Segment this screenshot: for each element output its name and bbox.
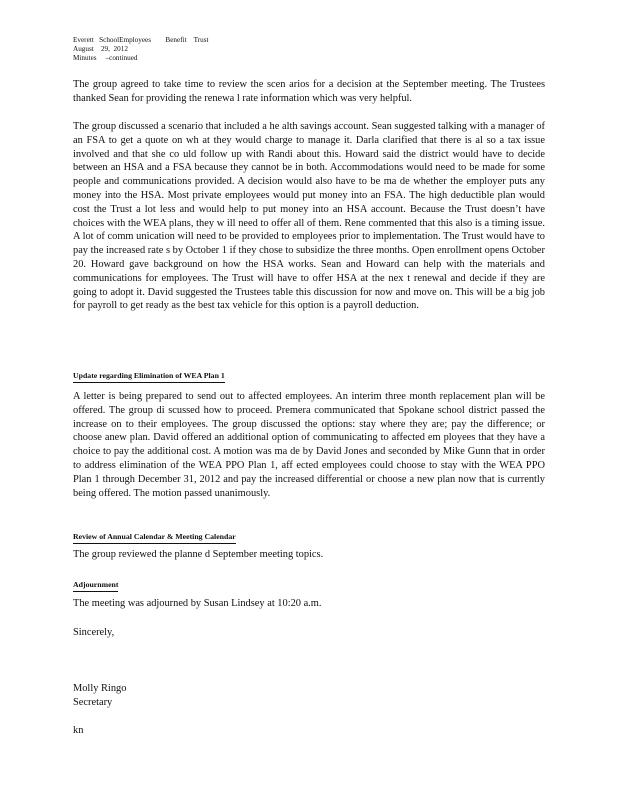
section-heading-calendar: Review of Annual Calendar & Meeting Calendar — [73, 530, 545, 544]
section-heading-wea-plan: Update regarding Elimination of WEA Plan 1 — [73, 369, 545, 383]
signer-name: Molly Ringo — [73, 683, 127, 694]
header-org-line: Everett SchoolEmployees Benefit Trust — [73, 36, 209, 44]
header-continued-line: Minutes –continued — [73, 54, 138, 63]
header-date-line: August 29, 2012 — [73, 45, 128, 54]
paragraph-hsa-discussion: The group discussed a scenario that included a he alth savings account. Sean suggested talking with a manager of an FSA to get a quote on wh at they would charge to manage it. Darla clarified that there is al so a tax issue involved and that she co uld follow up with Randi about this. Howard said the district would have to decide between an HSA and a FSA because they cannot be in both. Accommodations would need to be made for some people and communications provided. A decision would also have to be ma de whether the employer puts any money into the HSA. Most private employees would put money into an FSA. The high deductible plan would cost the Trust a lot less and would help to put money into an HSA account. Because the Trust doesn’t have choices with the WEA plans, they w ill need to offer all of them. Rene commented that this also is a timing issue. A lot of comm unication will need to be provided to employees prior to implementation. The Trust would have to pay the increased rate s by October 1 if they chose to subsidize the three months. Open enrollment opens October 20. Howard gave background on how the HSA works. Sean and Howard can help with the materials and communications for employees. The Trust will have to offer HSA at the nex t renewal and decide if they are going to adopt it. David suggested the Trustees table this discussion for now and move on. This will be a big job for payroll to get ready as the best tax vehicle for this option is a payroll deduction. — [73, 121, 545, 312]
typist-initials: kn — [73, 725, 84, 736]
paragraph-adjournment: The meeting was adjourned by Susan Lindsey at 10:20 a.m. — [73, 598, 322, 609]
section-heading-adjournment: Adjournment — [73, 578, 545, 592]
signer-title: Secretary — [73, 697, 113, 708]
paragraph-calendar: The group reviewed the planne d September meeting topics. — [73, 549, 324, 560]
paragraph-wea-plan: A letter is being prepared to send out to affected employees. An interim three month replacement plan will be offered. The group di scussed how to proceed. Premera communicated that Spokane school district passed the increase on to their employees. The group discussed the options: stay where they are; pay the difference; or choose anew plan. David offered an additional option of communicating to affected em ployees that they have a choice to pay the additional cost. A motion was ma de by David Jones and seconded by Mike Gunn that in order to address elimination of the WEA PPO Plan 1, aff ected employees could choose to stay with the WEA PPO Plan 1 through December 31, 2012 and pay the increased differential or choose a new plan now that is currently being offered. The motion passed unanimously. — [73, 391, 545, 499]
closing-salutation: Sincerely, — [73, 627, 115, 638]
paragraph-review-scenarios: The group agreed to take time to review the scen arios for a decision at the September meeting. The Trustees thanked Sean for providing the renewa l rate information which was very helpful. — [73, 79, 545, 104]
document-header — [73, 36, 209, 64]
